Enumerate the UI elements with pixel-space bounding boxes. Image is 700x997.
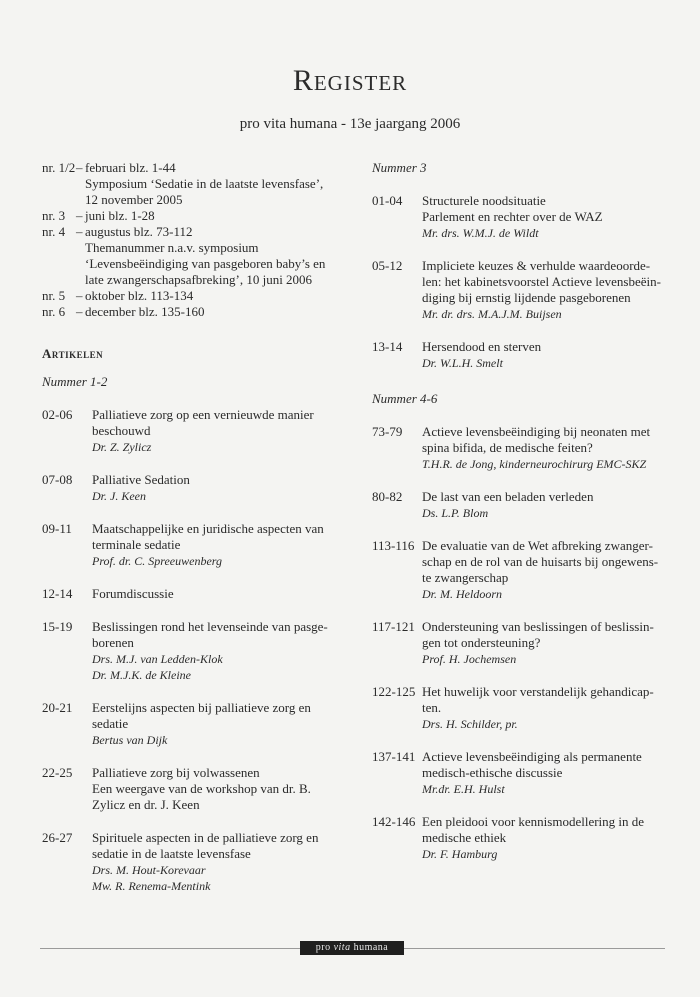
article-entry: [42, 521, 342, 569]
issue-dash: –: [76, 224, 83, 239]
article-pages: 20-21: [42, 700, 73, 715]
article-body: [92, 830, 342, 894]
article-title-line: Een weergave van de workshop van dr. B.: [92, 781, 311, 796]
article-pages: 09-11: [42, 521, 72, 536]
article-author: Mr. drs. W.M.J. de Wildt: [422, 226, 539, 240]
article-title-line: Het huwelijk voor verstandelijk gehandicap-: [422, 684, 654, 699]
article-group: [372, 160, 672, 371]
issue-number: nr. 5: [42, 288, 66, 303]
article-pages: 12-14: [42, 586, 73, 601]
article-author: Bertus van Dijk: [92, 733, 168, 747]
section-heading: Artikelen: [42, 346, 104, 361]
issue-note: ‘Levensbeëindiging van pasgeboren baby’s en: [85, 256, 326, 271]
article-title-line: Forumdiscussie: [92, 586, 174, 601]
issue-row: [42, 160, 342, 208]
article-author: Drs. M. Hout-Korevaar: [92, 863, 206, 877]
page-subtitle: pro vita humana - 13e jaargang 2006: [239, 116, 461, 132]
article-title-line: spina bifida, de medische feiten?: [422, 440, 593, 455]
article-entry: [372, 684, 672, 732]
issue-number: nr. 6: [42, 304, 66, 319]
article-author: T.H.R. de Jong, kinderneurochirurg EMC-SKZ: [422, 457, 647, 471]
issue-note: late zwangerschapsafbreking’, 10 juni 2006: [85, 272, 313, 287]
article-title-line: terminale sedatie: [92, 537, 181, 552]
article-pages: 02-06: [42, 407, 73, 422]
issue-note: Themanummer n.a.v. symposium: [85, 240, 259, 255]
article-entry: [42, 586, 342, 602]
article-author: Prof. H. Jochemsen: [422, 652, 517, 666]
article-entry: [372, 749, 672, 797]
article-title-line: Ondersteuning van beslissingen of beslissin-: [422, 619, 654, 634]
article-author: Mr. dr. drs. M.A.J.M. Buijsen: [422, 307, 562, 321]
article-body: [422, 339, 672, 371]
article-entry: [42, 830, 342, 894]
article-title-line: Palliatieve zorg op een vernieuwde manier: [92, 407, 314, 422]
article-body: [92, 700, 342, 748]
article-entry: [42, 472, 342, 504]
article-title-line: schap en de rol van de huisarts bij ongewens-: [422, 554, 659, 569]
article-title-line: Zylicz en dr. J. Keen: [92, 797, 200, 812]
article-author: Drs. H. Schilder, pr.: [422, 717, 518, 731]
article-pages: 15-19: [42, 619, 73, 634]
article-author: Dr. M.J.K. de Kleine: [92, 668, 191, 682]
issue-dash: –: [76, 288, 83, 303]
article-pages: 22-25: [42, 765, 73, 780]
article-title-line: Parlement en rechter over de WAZ: [422, 209, 603, 224]
article-body: [92, 765, 342, 813]
article-title-line: Structurele noodsituatie: [422, 193, 546, 208]
issue-months: augustus blz. 73-112: [85, 224, 193, 239]
article-pages: 80-82: [372, 489, 403, 504]
article-author: Dr. J. Keen: [92, 489, 146, 503]
issue-description: [85, 224, 342, 288]
article-pages: 73-79: [372, 424, 403, 439]
article-title-line: ten.: [422, 700, 442, 715]
issue-description: [85, 304, 342, 320]
issue-months: februari blz. 1-44: [85, 160, 176, 175]
article-body: [92, 472, 342, 504]
article-group: [372, 391, 672, 862]
article-body: [422, 749, 672, 797]
article-pages: 26-27: [42, 830, 73, 845]
issue-months: oktober blz. 113-134: [85, 288, 194, 303]
article-pages: 13-14: [372, 339, 403, 354]
issue-list: [42, 160, 342, 320]
article-title-line: gen tot ondersteuning?: [422, 635, 541, 650]
article-body: [92, 619, 342, 683]
article-pages: 117-121: [372, 619, 415, 634]
article-author: Drs. M.J. van Ledden-Klok: [92, 652, 223, 666]
issue-row: [42, 304, 342, 320]
article-pages: 07-08: [42, 472, 73, 487]
article-author: Dr. W.L.H. Smelt: [422, 356, 503, 370]
article-title-line: Palliatieve zorg bij volwassenen: [92, 765, 260, 780]
group-heading: Nummer 1-2: [42, 374, 108, 389]
article-entry: [372, 814, 672, 862]
article-entry: [42, 765, 342, 813]
issue-dash: –: [76, 304, 83, 319]
article-title-line: Beslissingen rond het levenseinde van pasge-: [92, 619, 328, 634]
article-author: Mr.dr. E.H. Hulst: [422, 782, 505, 796]
left-column: [42, 160, 342, 894]
article-entry: [42, 619, 342, 683]
issue-description: [85, 160, 342, 208]
article-pages: 142-146: [372, 814, 416, 829]
issue-note: 12 november 2005: [85, 192, 183, 207]
article-title-line: Een pleidooi voor kennismodellering in de: [422, 814, 645, 829]
issue-description: [85, 288, 342, 304]
article-title-line: len: het kabinetsvoorstel Actieve levensbeëin-: [422, 274, 661, 289]
article-pages: 137-141: [372, 749, 416, 764]
issue-number: nr. 1/2: [42, 160, 76, 175]
article-title-line: sedatie: [92, 716, 129, 731]
issue-note: Symposium ‘Sedatie in de laatste levensfase’,: [85, 176, 324, 191]
article-body: [422, 193, 672, 241]
issue-months: juni blz. 1-28: [85, 208, 155, 223]
right-column: [372, 160, 672, 862]
article-entry: [372, 339, 672, 371]
group-heading: Nummer 3: [372, 160, 427, 175]
article-entry: [372, 619, 672, 667]
article-title-line: Actieve levensbeëindiging als permanente: [422, 749, 642, 764]
article-body: [422, 538, 672, 602]
article-body: [422, 619, 672, 667]
article-title-line: sedatie in de laatste levensfase: [92, 846, 251, 861]
article-title-line: medische ethiek: [422, 830, 507, 845]
article-title-line: te zwangerschap: [422, 570, 509, 585]
group-heading: Nummer 4-6: [372, 391, 438, 406]
article-author: Ds. L.P. Blom: [422, 506, 489, 520]
article-title-line: Impliciete keuzes & verhulde waardeoorde-: [422, 258, 651, 273]
article-entry: [372, 424, 672, 472]
article-body: [422, 684, 672, 732]
footer-logo: pro vita humana: [300, 941, 404, 955]
article-body: [92, 521, 342, 569]
issue-number: nr. 4: [42, 224, 66, 239]
article-title-line: Maatschappelijke en juridische aspecten van: [92, 521, 324, 536]
article-entry: [372, 538, 672, 602]
article-body: [422, 258, 672, 322]
article-pages: 122-125: [372, 684, 416, 699]
article-body: [92, 586, 342, 602]
article-title-line: Actieve levensbeëindiging bij neonaten met: [422, 424, 651, 439]
article-title-line: beschouwd: [92, 423, 151, 438]
issue-dash: –: [76, 208, 83, 223]
article-author: Prof. dr. C. Spreeuwenberg: [92, 554, 222, 568]
issue-number: nr. 3: [42, 208, 66, 223]
article-title-line: De last van een beladen verleden: [422, 489, 594, 504]
article-title-line: borenen: [92, 635, 134, 650]
article-body: [422, 424, 672, 472]
issue-row: [42, 288, 342, 304]
issue-months: december blz. 135-160: [85, 304, 205, 319]
issue-row: [42, 208, 342, 224]
article-author: Dr. Z. Zylicz: [92, 440, 152, 454]
article-body: [92, 407, 342, 455]
issue-dash: –: [76, 160, 83, 175]
article-entry: [372, 489, 672, 521]
article-title-line: De evaluatie van de Wet afbreking zwanger-: [422, 538, 653, 553]
article-author: Dr. F. Hamburg: [422, 847, 498, 861]
article-entry: [42, 700, 342, 748]
article-title-line: Eerstelijns aspecten bij palliatieve zorg en: [92, 700, 311, 715]
article-entry: [372, 193, 672, 241]
issue-row: [42, 224, 342, 288]
article-title-line: Hersendood en sterven: [422, 339, 542, 354]
article-entry: [372, 258, 672, 322]
article-author: Mw. R. Renema-Mentink: [92, 879, 211, 893]
article-pages: 113-116: [372, 538, 415, 553]
article-body: [422, 489, 672, 521]
page-title: Register: [292, 64, 408, 97]
article-pages: 05-12: [372, 258, 403, 273]
article-entry: [42, 407, 342, 455]
issue-description: [85, 208, 342, 224]
article-title-line: Palliative Sedation: [92, 472, 190, 487]
article-pages: 01-04: [372, 193, 403, 208]
article-body: [422, 814, 672, 862]
article-title-line: Spirituele aspecten in de palliatieve zorg en: [92, 830, 319, 845]
article-title-line: diging bij ernstig lijdende pasgeborenen: [422, 290, 631, 305]
article-author: Dr. M. Heldoorn: [422, 587, 502, 601]
article-group: [42, 374, 342, 894]
article-title-line: medisch-ethische discussie: [422, 765, 563, 780]
